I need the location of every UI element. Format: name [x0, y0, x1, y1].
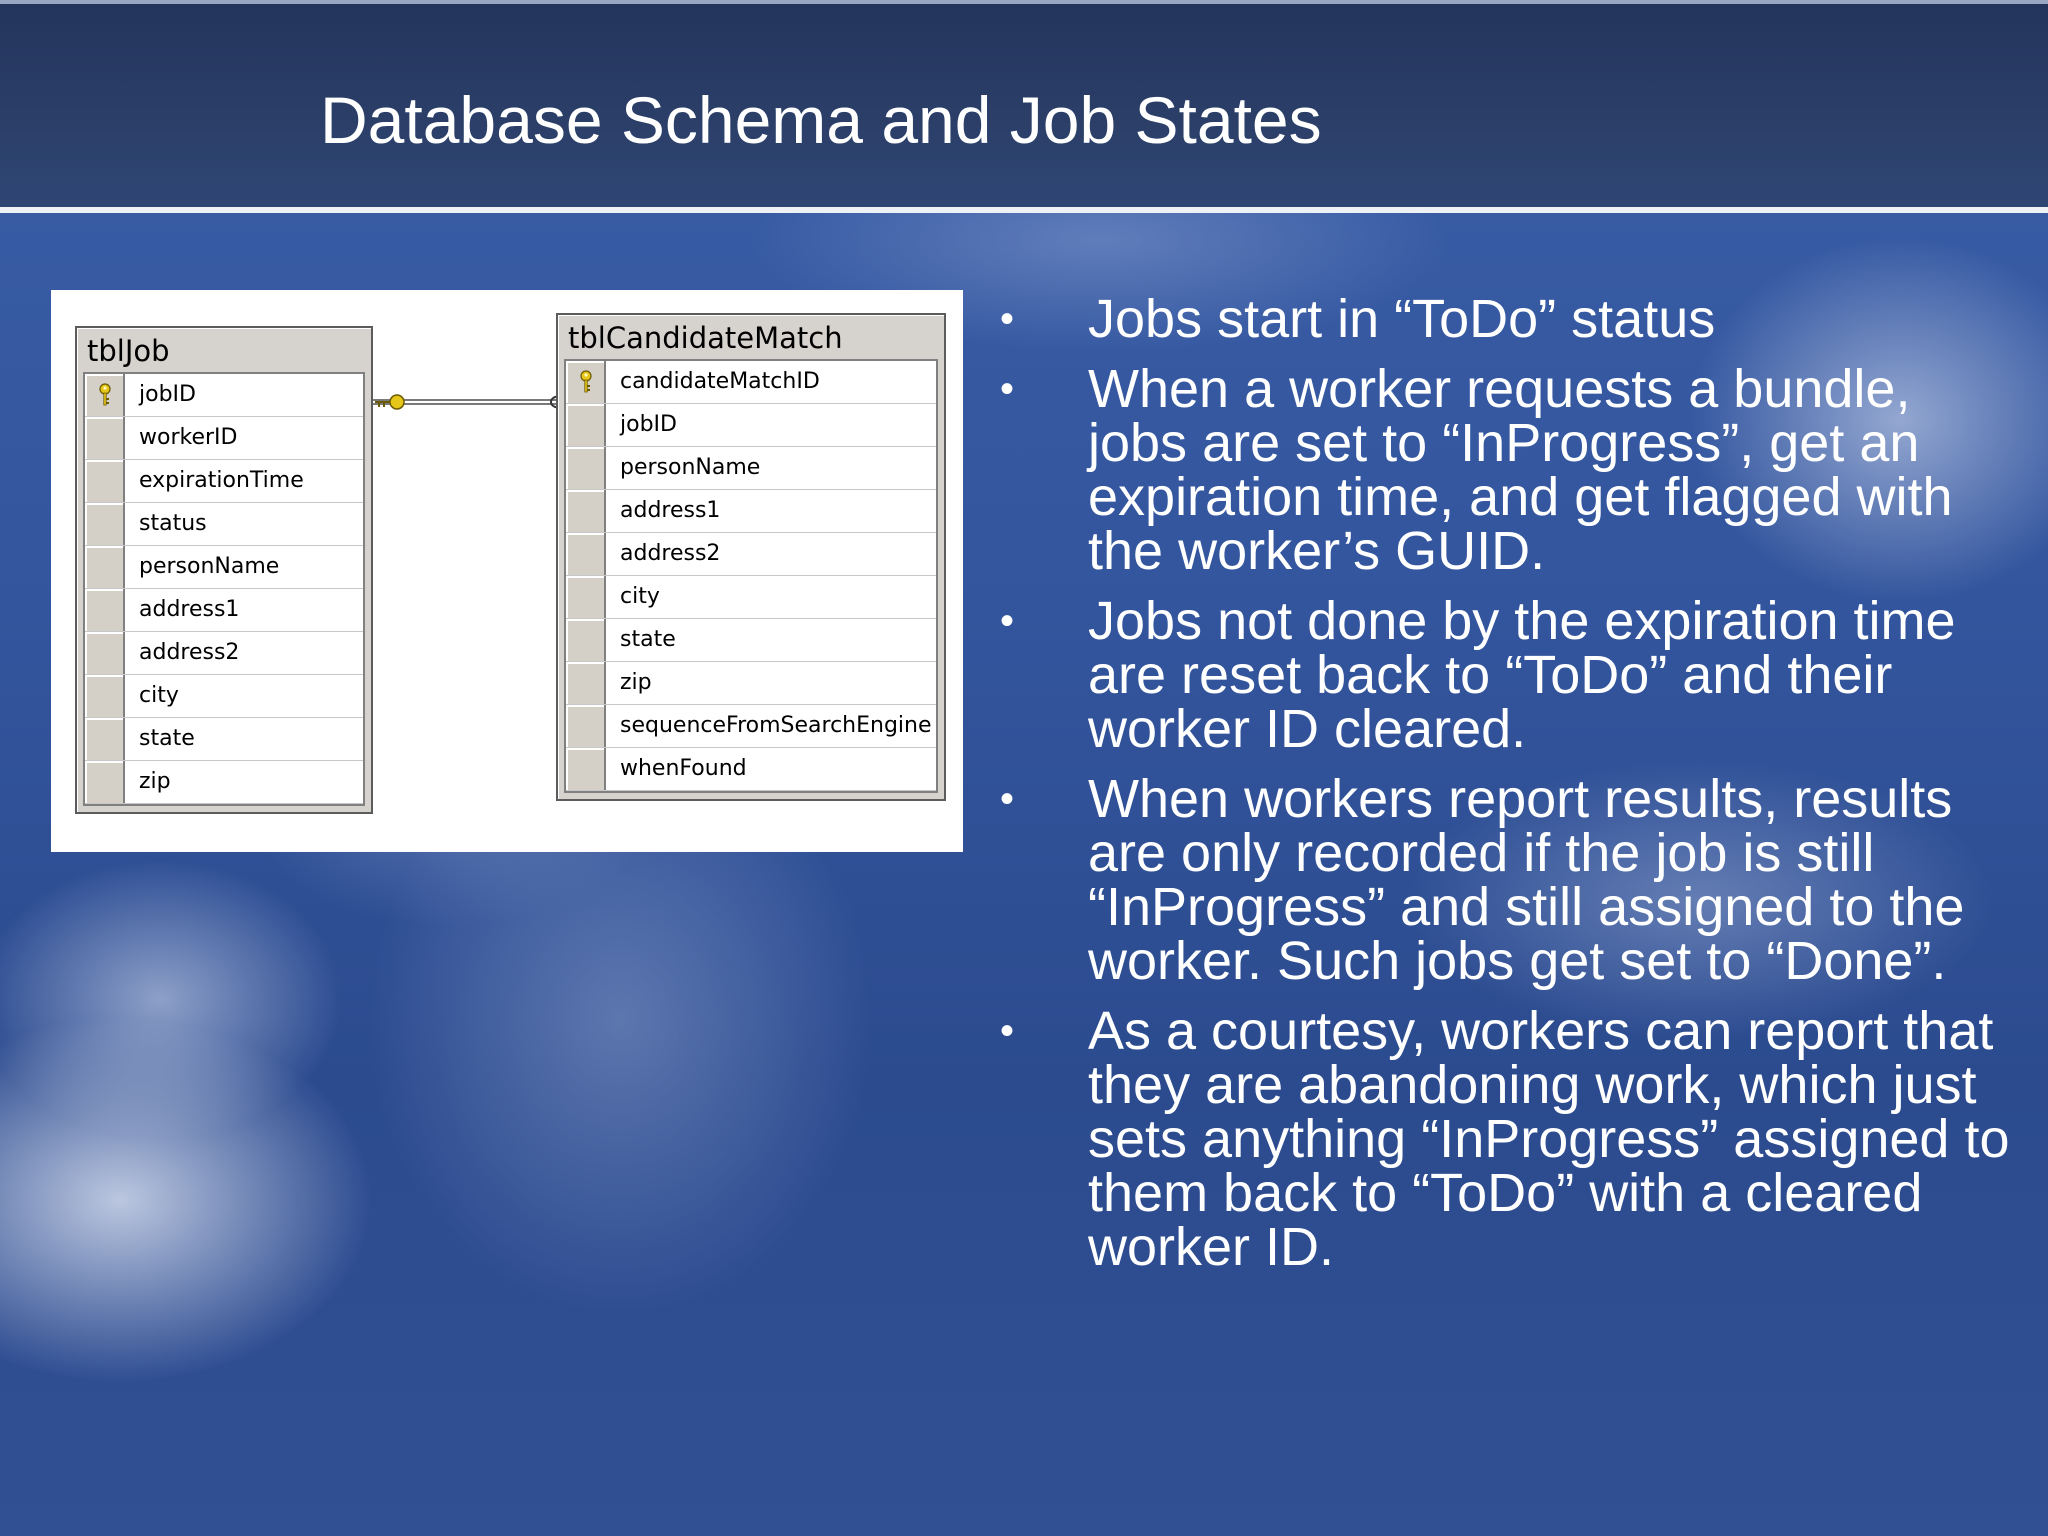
- field-list: [83, 372, 365, 806]
- row-selector: [85, 503, 125, 545]
- field-name: whenFound: [620, 756, 747, 781]
- row-selector: [85, 589, 125, 631]
- schema-diagram: [51, 290, 963, 852]
- bullet-item: [1000, 1001, 2020, 1277]
- bullet-text: Jobs not done by the expiration time are reset back to “ToDo” and their worker ID cleared.: [1088, 591, 1956, 759]
- field-name: status: [139, 511, 207, 536]
- bullet-item: [1000, 359, 2020, 581]
- field-name: state: [620, 627, 676, 652]
- table-tblcandidatematch[interactable]: [556, 313, 946, 801]
- bullet-text: As a courtesy, workers can report that they are abandoning work, which just sets anything “InProgress” assigned to them back to “ToDo” with a cleared worker ID.: [1088, 1001, 2010, 1277]
- field-row[interactable]: [566, 361, 936, 404]
- row-selector: [85, 460, 125, 502]
- row-selector: [85, 374, 125, 416]
- bullet-item: [1000, 591, 2020, 759]
- field-row[interactable]: [566, 447, 936, 490]
- row-selector: [85, 632, 125, 674]
- field-name: workerID: [139, 425, 238, 450]
- bullet-marker: •: [1000, 297, 1015, 341]
- field-row[interactable]: [85, 460, 363, 503]
- field-name: city: [139, 683, 179, 708]
- field-name: candidateMatchID: [620, 369, 820, 394]
- key-icon: [375, 395, 404, 409]
- row-selector: [566, 490, 606, 532]
- bullet-text: Jobs start in “ToDo” status: [1088, 289, 1716, 349]
- row-selector: [566, 533, 606, 575]
- field-row[interactable]: [85, 417, 363, 460]
- key-icon: [98, 383, 112, 407]
- bullet-marker: •: [1000, 599, 1015, 643]
- bullet-item: [1000, 769, 2020, 991]
- table-title: tblCandidateMatch: [568, 321, 843, 355]
- field-row[interactable]: [85, 761, 363, 804]
- bullet-text: When workers report results, results are only recorded if the job is still “InProgress” and still assigned to the worker. Such jobs get set to “Done”.: [1088, 769, 1965, 991]
- field-row[interactable]: [85, 718, 363, 761]
- field-row[interactable]: [85, 589, 363, 632]
- row-selector: [85, 546, 125, 588]
- field-name: city: [620, 584, 660, 609]
- field-name: zip: [620, 670, 652, 695]
- field-row[interactable]: [566, 662, 936, 705]
- field-name: personName: [139, 554, 280, 579]
- row-selector: [566, 447, 606, 489]
- field-name: personName: [620, 455, 761, 480]
- bullet-text: When a worker requests a bundle, jobs are set to “InProgress”, get an expiration time, and get flagged with the worker’s GUID.: [1088, 359, 1953, 581]
- bullet-marker: •: [1000, 1009, 1015, 1053]
- table-tbljob[interactable]: [75, 326, 373, 814]
- field-row[interactable]: [85, 503, 363, 546]
- row-selector: [566, 361, 606, 403]
- field-name: jobID: [620, 412, 677, 437]
- bullet-marker: •: [1000, 367, 1015, 411]
- bullet-item: [1000, 289, 2020, 349]
- field-row[interactable]: [566, 404, 936, 447]
- relationship-line[interactable]: [371, 390, 579, 414]
- row-selector: [566, 404, 606, 446]
- field-name: address1: [139, 597, 240, 622]
- row-selector: [566, 662, 606, 704]
- field-name: zip: [139, 769, 171, 794]
- field-name: address2: [620, 541, 721, 566]
- row-selector: [85, 761, 125, 803]
- title-divider: [0, 207, 2048, 213]
- field-row[interactable]: [566, 705, 936, 748]
- field-name: sequenceFromSearchEngine: [620, 713, 932, 738]
- field-row[interactable]: [566, 533, 936, 576]
- field-row[interactable]: [85, 374, 363, 417]
- field-name: address2: [139, 640, 240, 665]
- row-selector: [566, 705, 606, 747]
- bullet-list: [1000, 289, 2020, 1290]
- key-icon: [579, 370, 593, 394]
- field-row[interactable]: [85, 675, 363, 718]
- field-row[interactable]: [566, 748, 936, 791]
- slide-title: Database Schema and Job States: [320, 83, 1322, 157]
- field-list: [564, 359, 938, 793]
- row-selector: [85, 417, 125, 459]
- row-selector: [85, 675, 125, 717]
- field-name: jobID: [139, 382, 196, 407]
- row-selector: [85, 718, 125, 760]
- row-selector: [566, 748, 606, 790]
- field-row[interactable]: [85, 632, 363, 675]
- row-selector: [566, 619, 606, 661]
- field-name: address1: [620, 498, 721, 523]
- field-name: expirationTime: [139, 468, 304, 493]
- field-row[interactable]: [566, 576, 936, 619]
- field-row[interactable]: [85, 546, 363, 589]
- field-name: state: [139, 726, 195, 751]
- field-row[interactable]: [566, 490, 936, 533]
- table-title: tblJob: [87, 334, 170, 368]
- row-selector: [566, 576, 606, 618]
- field-row[interactable]: [566, 619, 936, 662]
- bullet-marker: •: [1000, 777, 1015, 821]
